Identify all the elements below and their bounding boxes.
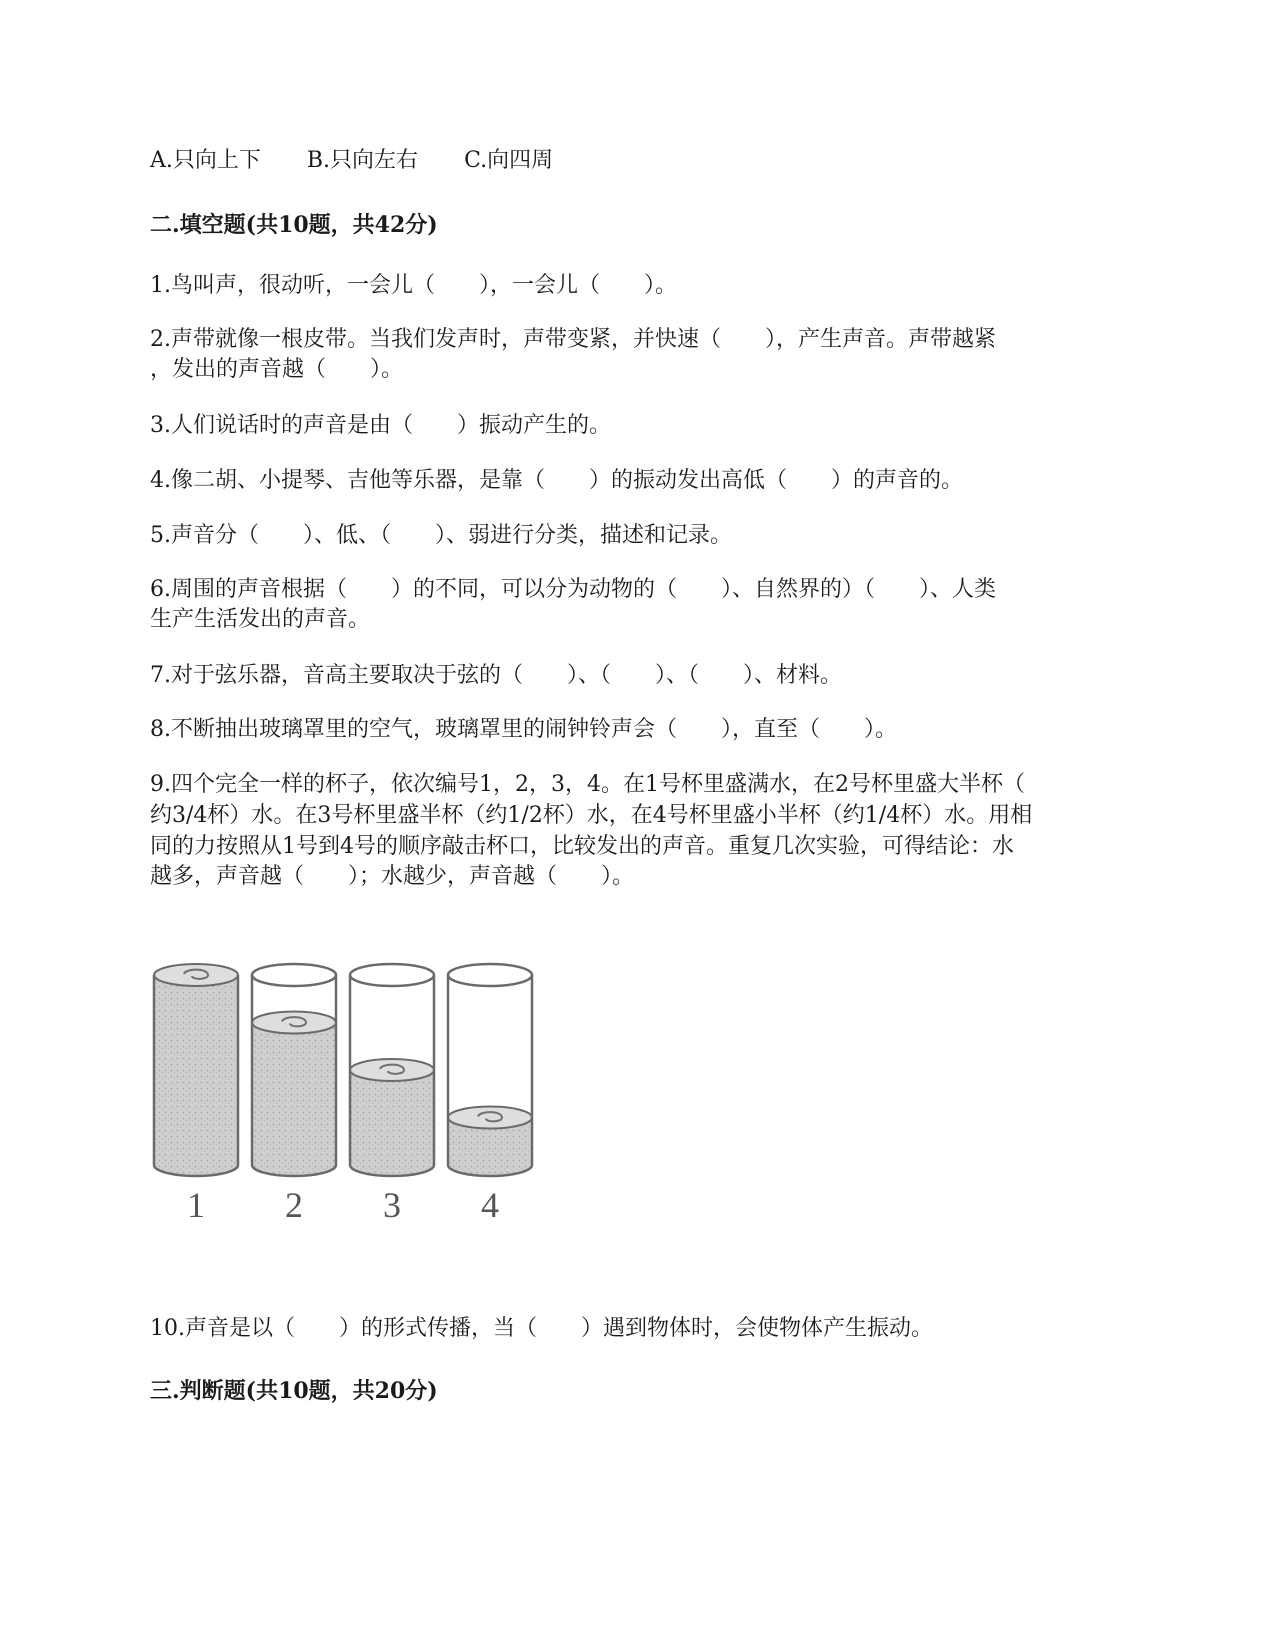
question-6-line-1: 6.周围的声音根据（ ）的不同，可以分为动物的（ ）、自然界的）（ ）、人类: [150, 577, 996, 602]
question-9-line-2: 约3/4杯）水。在3号杯里盛半杯（约1/2杯）水，在4号杯里盛小半杯（约1/4杯）水。用相: [150, 803, 1033, 828]
cup-number-label: 1: [187, 1185, 205, 1225]
cup-number-label: 3: [383, 1185, 401, 1225]
section2-heading: 二.填空题(共10题，共42分): [150, 212, 438, 238]
question-8: 8.不断抽出玻璃罩里的空气，玻璃罩里的闹钟铃声会（ ），直至（ ）。: [150, 717, 897, 742]
question-9-line-3: 同的力按照从1号到4号的顺序敲击杯口，比较发出的声音。重复几次实验，可得结论：水: [150, 834, 1014, 859]
water-surface: [350, 1059, 434, 1081]
cup-4: [448, 964, 532, 1225]
question-9-line-4: 越多，声音越（ ）；水越少，声音越（ ）。: [150, 864, 635, 889]
section3-heading: 三.判断题(共10题，共20分): [150, 1378, 438, 1404]
option-a: A.只向上下: [150, 148, 261, 173]
cup-number-label: 4: [481, 1185, 499, 1225]
option-b: B.只向左右: [306, 148, 419, 173]
cup-2: [252, 964, 336, 1225]
cup-rim: [448, 964, 532, 986]
question-10: 10.声音是以（ ）的形式传播，当（ ）遇到物体时，会使物体产生振动。: [150, 1316, 933, 1341]
cup-3: [350, 964, 434, 1225]
cup-1: [154, 964, 238, 1225]
water-surface: [252, 1012, 336, 1034]
water-surface: [154, 964, 238, 986]
water-body: [252, 1023, 336, 1177]
question-2-line-1: 2.声带就像一根皮带。当我们发声时，声带变紧，并快速（ ），产生声音。声带越紧: [150, 327, 996, 352]
water-body: [350, 1070, 434, 1176]
water-body: [154, 975, 238, 1176]
cups-illustration: [152, 955, 582, 1245]
question-5: 5.声音分（ ）、低、（ ）、弱进行分类，描述和记录。: [150, 523, 732, 548]
options-line: [150, 145, 599, 177]
water-surface: [448, 1107, 532, 1129]
cups-figure: [152, 955, 582, 1245]
cup-rim: [252, 964, 336, 986]
question-7: 7.对于弦乐器，音高主要取决于弦的（ ）、（ ）、（ ）、材料。: [150, 663, 842, 688]
cup-rim: [350, 964, 434, 986]
question-9-line-1: 9.四个完全一样的杯子，依次编号1，2，3，4。在1号杯里盛满水，在2号杯里盛大半杯（: [150, 772, 1025, 797]
cup-number-label: 2: [285, 1185, 303, 1225]
option-c: C.向四周: [464, 148, 554, 173]
question-2-line-2: ，发出的声音越（ ）。: [150, 357, 404, 382]
question-4: 4.像二胡、小提琴、吉他等乐器，是靠（ ）的振动发出高低（ ）的声音的。: [150, 468, 963, 493]
question-3: 3.人们说话时的声音是由（ ）振动产生的。: [150, 413, 611, 438]
question-1: 1.鸟叫声，很动听，一会儿（ ），一会儿（ ）。: [150, 273, 677, 298]
question-6-line-2: 生产生活发出的声音。: [150, 607, 371, 632]
